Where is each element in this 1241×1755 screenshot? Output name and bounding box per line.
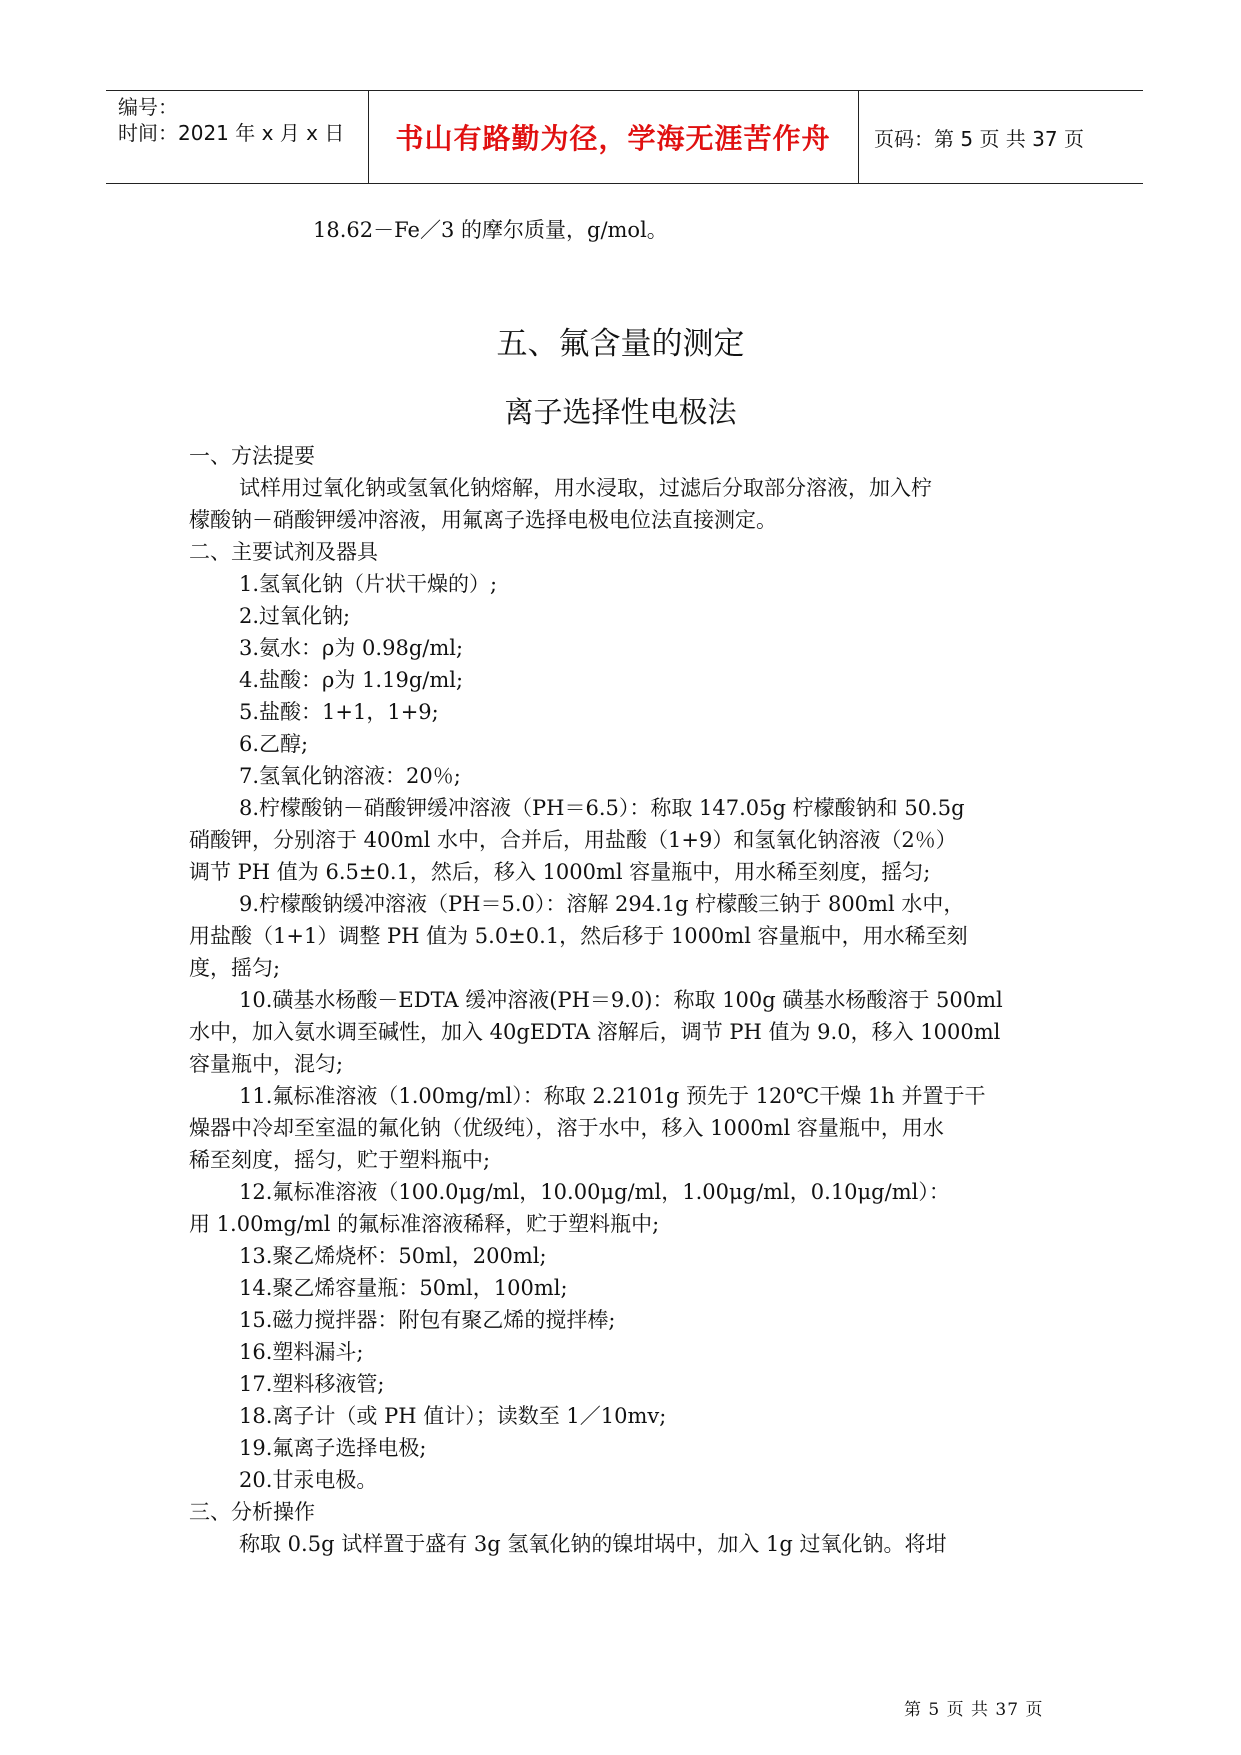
part1-heading: 一、方法提要 bbox=[189, 444, 315, 468]
continuation-line: 18.62－Fe／3 的摩尔质量，g/mol。 bbox=[313, 218, 668, 242]
header-table bbox=[106, 90, 1143, 184]
list-item: 1.氢氧化钠（片状干燥的）; bbox=[239, 572, 498, 596]
section-title: 五、氟含量的测定 bbox=[496, 326, 745, 362]
list-item: 12.氟标准溶液（100.0μg/ml，10.00μg/ml，1.00μg/ml，0.10μg/ml）： bbox=[239, 1180, 950, 1204]
list-item: 3.氨水：ρ为 0.98g/ml; bbox=[239, 636, 464, 660]
list-item: 17.塑料移液管; bbox=[239, 1372, 385, 1396]
paragraph-line: 称取 0.5g 试样置于盛有 3g 氢氧化钠的镍坩埚中，加入 1g 过氧化钠。将坩 bbox=[239, 1532, 947, 1556]
list-item: 5.盐酸：1+1，1+9; bbox=[239, 700, 439, 724]
list-item: 8.柠檬酸钠－硝酸钾缓冲溶液（PH＝6.5）：称取 147.05g 柠檬酸钠和 50.5g bbox=[239, 796, 965, 820]
list-item-continuation: 度，摇匀; bbox=[189, 956, 281, 980]
list-item-continuation: 用 1.00mg/ml 的氟标准溶液稀释，贮于塑料瓶中; bbox=[189, 1212, 660, 1236]
list-item: 15.磁力搅拌器：附包有聚乙烯的搅拌棒; bbox=[239, 1308, 616, 1332]
list-item: 16.塑料漏斗; bbox=[239, 1340, 364, 1364]
paragraph-line: 檬酸钠－硝酸钾缓冲溶液，用氟离子选择电极电位法直接测定。 bbox=[189, 508, 777, 532]
list-item-continuation: 燥器中冷却至室温的氟化钠（优级纯），溶于水中，移入 1000ml 容量瓶中，用水 bbox=[189, 1116, 944, 1140]
serial-number-label: 编号： bbox=[118, 95, 178, 119]
header-motto: 书山有路勤为径，学海无涯苦作舟 bbox=[395, 122, 831, 155]
list-item: 13.聚乙烯烧杯：50ml，200ml; bbox=[239, 1244, 547, 1268]
header-page-number: 页码：第 5 页 共 37 页 bbox=[874, 126, 1084, 151]
list-item-continuation: 稀至刻度，摇匀，贮于塑料瓶中; bbox=[189, 1148, 491, 1172]
list-item: 6.乙醇; bbox=[239, 732, 309, 756]
list-item: 10.磺基水杨酸－EDTA 缓冲溶液(PH＝9.0)：称取 100g 磺基水杨酸溶于 500ml bbox=[239, 988, 1003, 1012]
list-item: 14.聚乙烯容量瓶：50ml，100ml; bbox=[239, 1276, 568, 1300]
method-title: 离子选择性电极法 bbox=[504, 395, 737, 429]
list-item: 9.柠檬酸钠缓冲溶液（PH＝5.0）：溶解 294.1g 柠檬酸三钠于 800ml 水中， bbox=[239, 892, 965, 916]
list-item-continuation: 用盐酸（1+1）调整 PH 值为 5.0±0.1，然后移于 1000ml 容量瓶中，用水稀至刻 bbox=[189, 924, 968, 948]
list-item-continuation: 硝酸钾，分别溶于 400ml 水中，合并后，用盐酸（1+9）和氢氧化钠溶液（2％） bbox=[189, 828, 957, 852]
list-item: 20.甘汞电极。 bbox=[239, 1468, 378, 1492]
list-item-continuation: 水中，加入氨水调至碱性，加入 40gEDTA 溶解后，调节 PH 值为 9.0，移入 1000ml bbox=[189, 1020, 1001, 1044]
list-item: 4.盐酸：ρ为 1.19g/ml; bbox=[239, 668, 464, 692]
list-item: 19.氟离子选择电极; bbox=[239, 1436, 427, 1460]
header-left-cell bbox=[118, 91, 363, 183]
list-item: 18.离子计（或 PH 值计）；读数至 1／10mv; bbox=[239, 1404, 667, 1428]
footer-page-number: 第 5 页 共 37 页 bbox=[904, 1700, 1044, 1720]
part3-heading: 三、分析操作 bbox=[189, 1500, 315, 1524]
date-label: 时间：2021 年 x 月 x 日 bbox=[118, 121, 345, 145]
part2-heading: 二、主要试剂及器具 bbox=[189, 540, 378, 564]
document-body bbox=[189, 440, 1069, 1560]
list-item: 7.氢氧化钠溶液：20％; bbox=[239, 764, 461, 788]
list-item: 11.氟标准溶液（1.00mg/ml）：称取 2.2101g 预先于 120℃干燥 1h 并置于干 bbox=[239, 1084, 986, 1108]
list-item-continuation: 调节 PH 值为 6.5±0.1，然后，移入 1000ml 容量瓶中，用水稀至刻度，摇匀; bbox=[189, 860, 931, 884]
list-item-continuation: 容量瓶中，混匀; bbox=[189, 1052, 344, 1076]
paragraph-line: 试样用过氧化钠或氢氧化钠熔解，用水浸取，过滤后分取部分溶液，加入柠 bbox=[239, 476, 932, 500]
list-item: 2.过氧化钠; bbox=[239, 604, 351, 628]
